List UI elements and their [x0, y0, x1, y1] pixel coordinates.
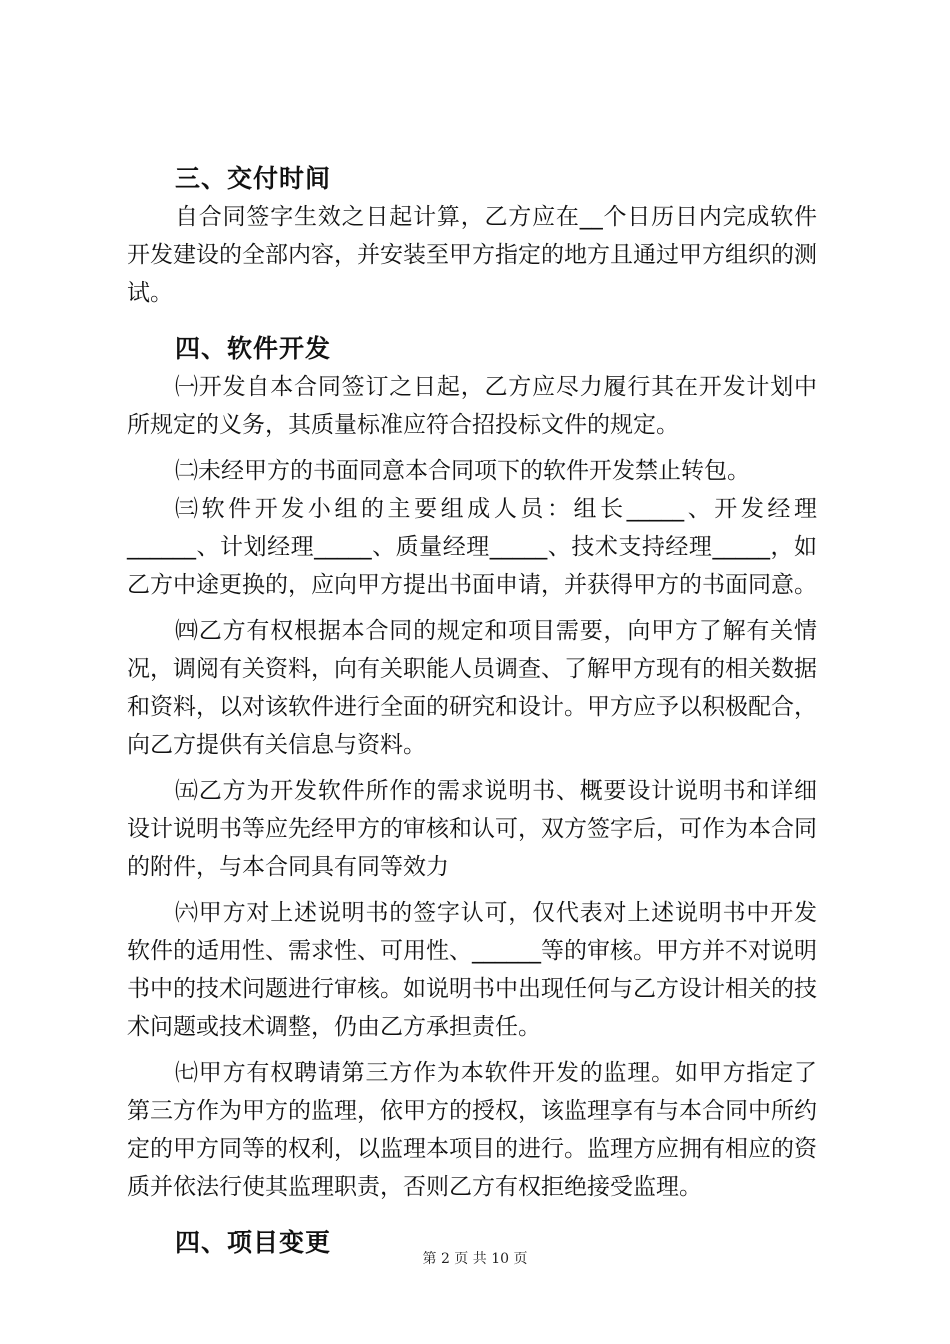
paragraph-clause-1: ㈠开发自本合同签订之日起，乙方应尽力履行其在开发计划中所规定的义务，其质量标准应符合招投标文件的规定。	[127, 374, 817, 438]
section-heading-software-development: 四、软件开发	[175, 334, 332, 363]
paragraph-clause-4: ㈣乙方有权根据本合同的规定和项目需要，向甲方了解有关情况，调阅有关资料，向有关职能人员调查、了解甲方现有的相关数据和资料，以对该软件进行全面的研究和设计。甲方应予以积极配合，向乙方提供有关信息与资料。	[127, 618, 817, 758]
page-footer: 第 2 页 共 10 页	[422, 1251, 528, 1267]
paragraph-clause-2: ㈡未经甲方的书面同意本合同项下的软件开发禁止转包。	[175, 458, 750, 484]
paragraph-clause-3: ㈢软件开发小组的主要组成人员：组长_____、开发经理______、计划经理_____、质量经理_____、技术支持经理_____，如乙方中途更换的，应向甲方提出书面申请，并获得甲方的书面同意。	[127, 496, 817, 598]
paragraph-delivery-time: 自合同签字生效之日起计算，乙方应在__个日历日内完成软件开发建设的全部内容，并安装至甲方指定的地方且通过甲方组织的测试。	[127, 204, 817, 306]
paragraph-clause-5: ㈤乙方为开发软件所作的需求说明书、概要设计说明书和详细设计说明书等应先经甲方的审核和认可，双方签字后，可作为本合同的附件，与本合同具有同等效力	[127, 778, 817, 880]
section-heading-delivery-time: 三、交付时间	[175, 164, 332, 193]
paragraph-clause-7: ㈦甲方有权聘请第三方作为本软件开发的监理。如甲方指定了第三方作为甲方的监理，依甲方的授权，该监理享有与本合同中所约定的甲方同等的权利，以监理本项目的进行。监理方应拥有相应的资质并依法行使其监理职责，否则乙方有权拒绝接受监理。	[127, 1060, 817, 1200]
document-body	[127, 160, 817, 1262]
paragraph-clause-6: ㈥甲方对上述说明书的签字认可，仅代表对上述说明书中开发软件的适用性、需求性、可用性、______等的审核。甲方并不对说明书中的技术问题进行审核。如说明书中出现任何与乙方设计相关的技术问题或技术调整，仍由乙方承担责任。	[127, 900, 817, 1040]
section-heading-project-change: 四、项目变更	[175, 1228, 332, 1257]
